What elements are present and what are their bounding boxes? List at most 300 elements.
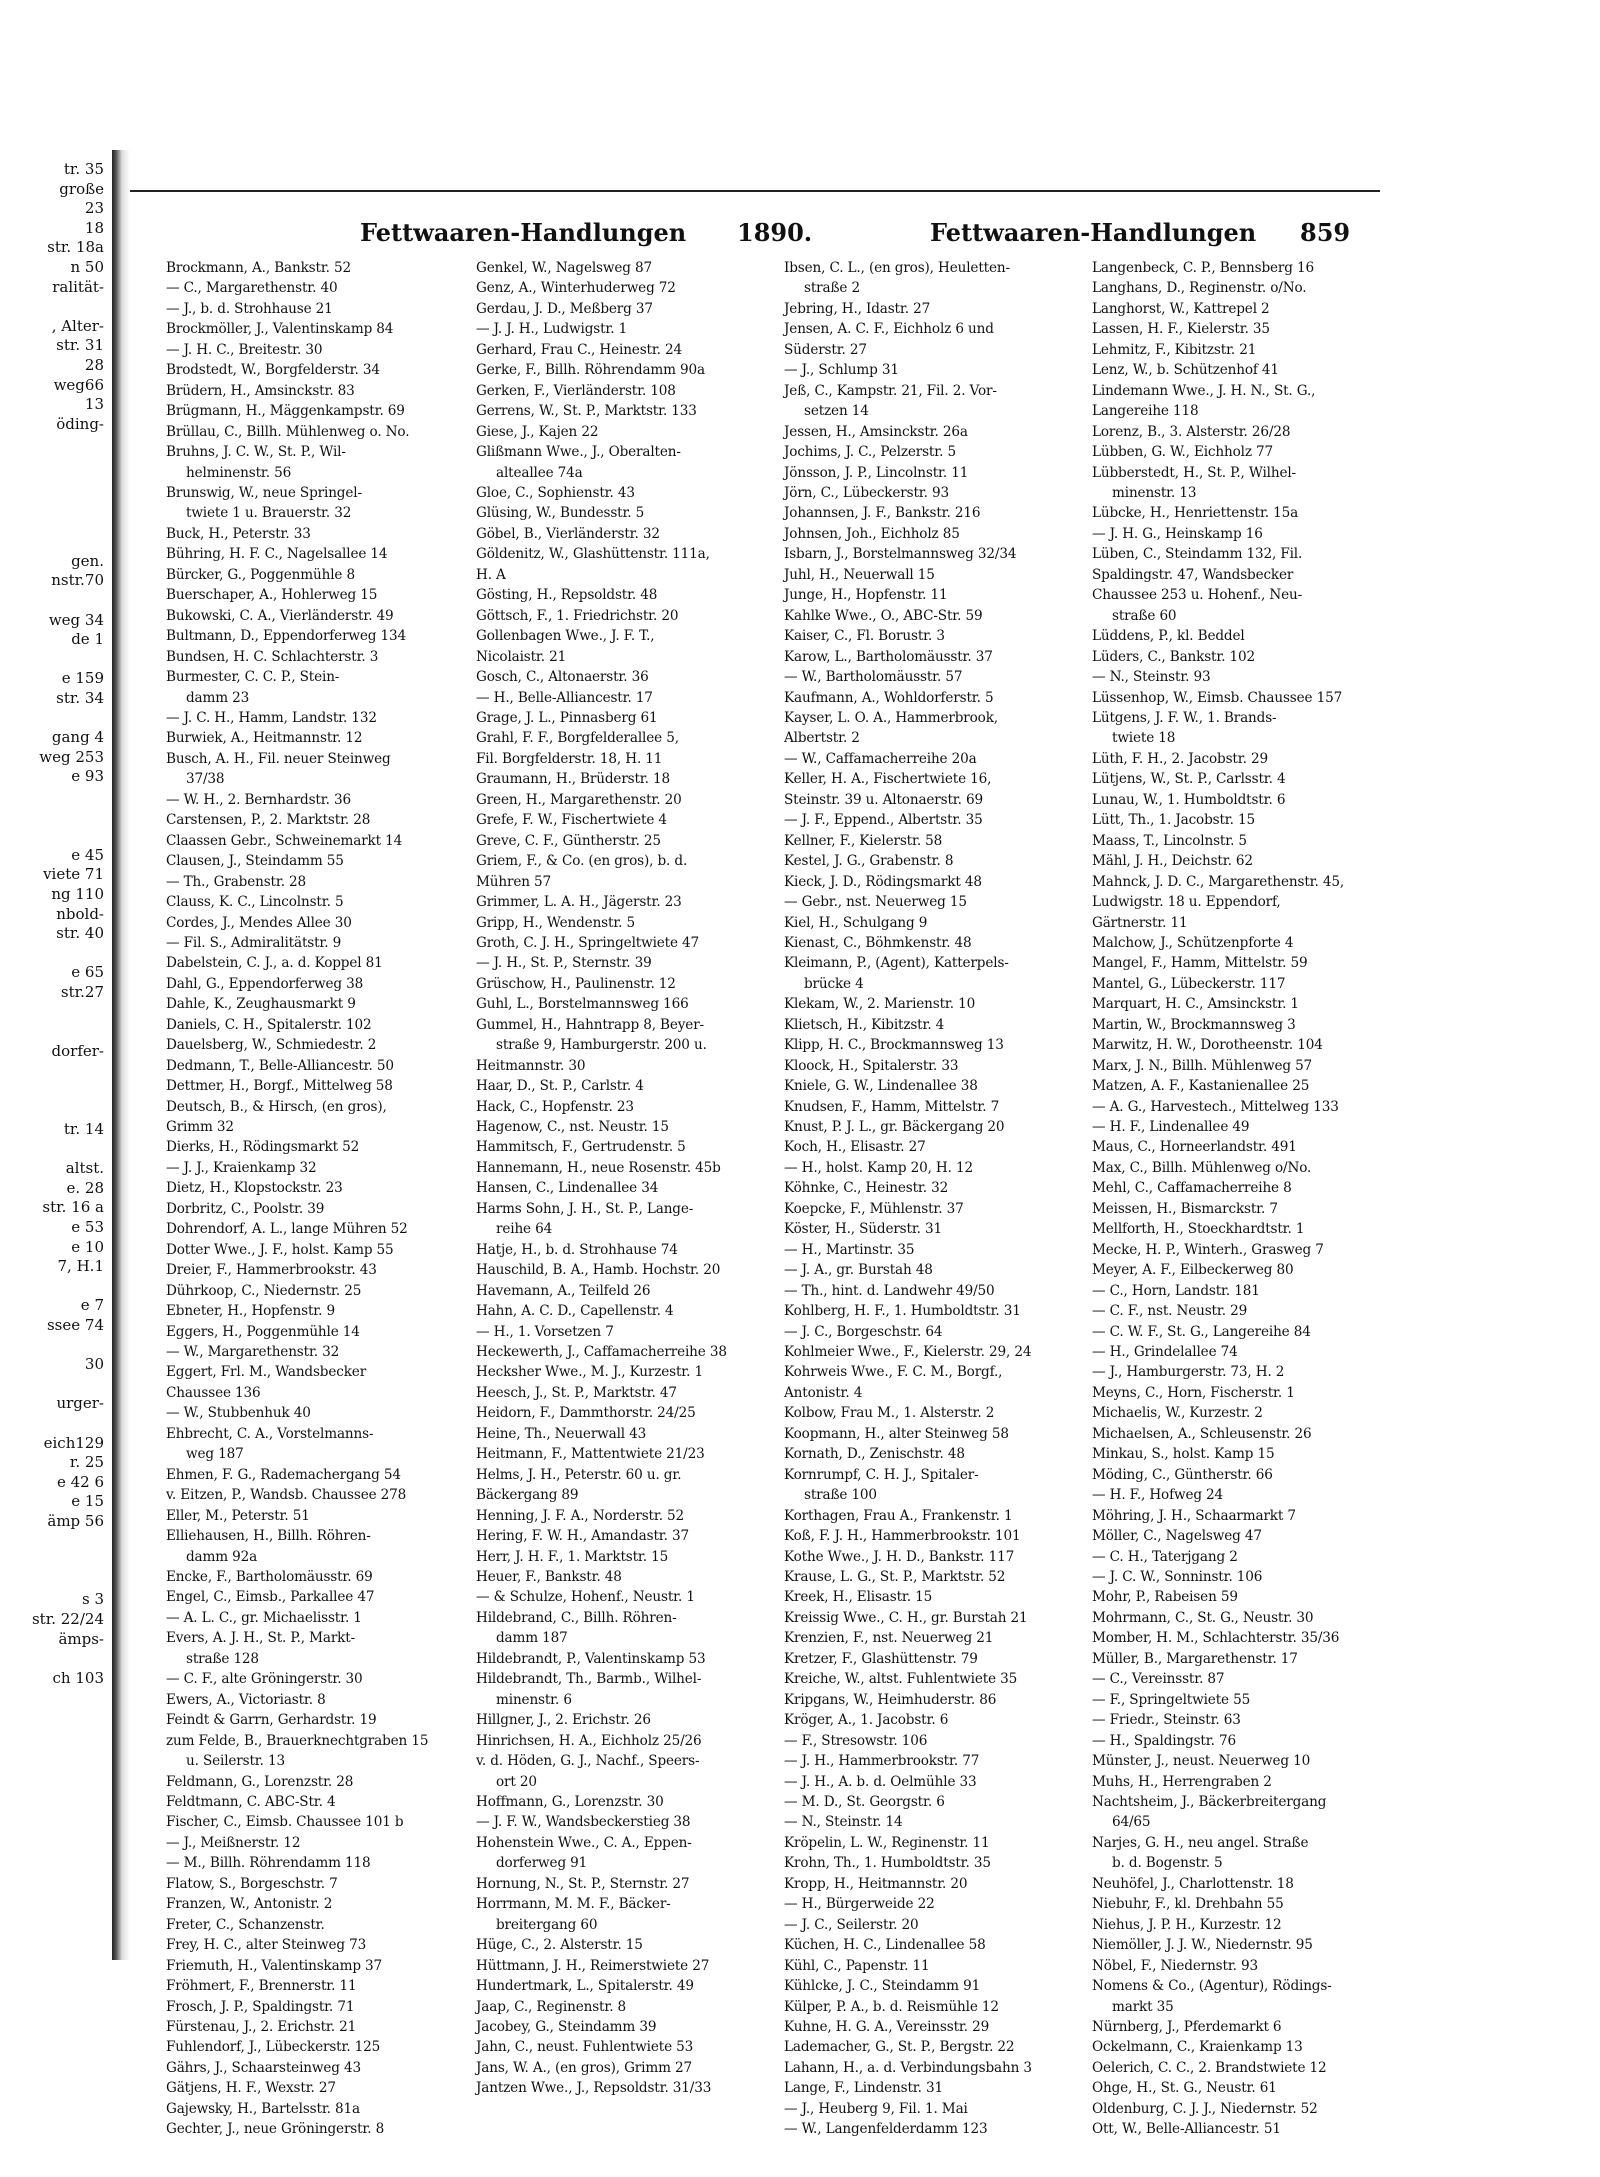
directory-entry: Jönsson, J. P., Lincolnstr. 11 — [784, 464, 969, 481]
directory-entry: Martin, W., Brockmannsweg 3 — [1092, 1016, 1296, 1033]
directory-entry: Hundertmark, L., Spitalerstr. 49 — [476, 1978, 694, 1995]
directory-entry: — C. H., Taterjgang 2 — [1092, 1548, 1238, 1565]
directory-entry: Kestel, J. G., Grabenstr. 8 — [784, 853, 954, 870]
directory-entry: — J. J., Kraienkamp 32 — [166, 1159, 317, 1176]
previous-page-fragment: e 42 6 — [56, 1472, 104, 1491]
directory-entry: — J., Schlump 31 — [784, 362, 899, 379]
directory-entry: Gerdau, J. D., Meßberg 37 — [476, 300, 653, 317]
directory-entry: — H., Spaldingstr. 76 — [1092, 1732, 1236, 1749]
directory-entry: Hildebrandt, Th., Barmb., Wilhel- — [476, 1671, 702, 1688]
directory-entry: Griem, F., & Co. (en gros), b. d. — [476, 853, 688, 870]
directory-entry: — & Schulze, Hohenf., Neustr. 1 — [476, 1589, 695, 1606]
directory-entry: Jaap, C., Reginenstr. 8 — [476, 1998, 627, 2015]
directory-entry: damm 92a — [186, 1548, 258, 1565]
previous-page-fragment: gang 4 — [51, 728, 104, 747]
directory-entry: Steinstr. 39 u. Altonaerstr. 69 — [784, 791, 983, 808]
previous-page-fragment: str. 22/24 — [31, 1609, 104, 1628]
directory-entry: Grimmer, L. A. H., Jägerstr. 23 — [476, 894, 682, 911]
directory-entry: Külper, P. A., b. d. Reismühle 12 — [784, 1998, 999, 2015]
directory-entry: — A. L. C., gr. Michaelisstr. 1 — [166, 1609, 362, 1626]
directory-entry: — H., Belle-Alliancestr. 17 — [476, 689, 653, 706]
directory-entry: Brockmann, A., Bankstr. 52 — [166, 260, 352, 276]
directory-entry: Ehbrecht, C. A., Vorstelmanns- — [166, 1425, 374, 1442]
directory-entry: Feldmann, G., Lorenzstr. 28 — [166, 1773, 354, 1790]
directory-entry: Bruhns, J. C. W., St. P., Wil- — [166, 444, 346, 461]
directory-entry: Langhans, D., Reginenstr. o/No. — [1092, 280, 1307, 297]
directory-entry: Muhs, H., Herrengraben 2 — [1092, 1773, 1272, 1790]
previous-page-fragment — [0, 1336, 112, 1356]
directory-entry: Dettmer, H., Borgf., Mittelweg 58 — [166, 1078, 393, 1095]
directory-entry: — Fil. S., Admiralitätstr. 9 — [166, 934, 342, 951]
directory-entry: Hohenstein Wwe., C. A., Eppen- — [476, 1834, 692, 1851]
directory-entry: Göttsch, F., 1. Friedrichstr. 20 — [476, 607, 679, 624]
directory-entry: Lüssenhop, W., Eimsb. Chaussee 157 — [1092, 689, 1343, 706]
directory-entry: Lunau, W., 1. Humboldtstr. 6 — [1092, 791, 1286, 808]
directory-entry: Kohlmeier Wwe., F., Kielerstr. 29, 24 — [784, 1344, 1032, 1361]
directory-entry: Göldenitz, W., Glashüttenstr. 111a, — [476, 546, 710, 563]
directory-entry: Junge, H., Hopfenstr. 11 — [784, 587, 948, 604]
previous-page-fragment: str. 34 — [56, 689, 104, 708]
directory-entry: 37/38 — [186, 771, 225, 788]
directory-column-1 — [166, 258, 471, 2138]
previous-page-fragment — [0, 1140, 112, 1160]
page-number: 859 — [1300, 218, 1351, 247]
directory-entry: Lübben, G. W., Eichholz 77 — [1092, 444, 1274, 461]
directory-entry: Helms, J. H., Peterstr. 60 u. gr. — [476, 1466, 682, 1483]
directory-entry: Kaufmann, A., Wohldorferstr. 5 — [784, 689, 994, 706]
directory-entry: straße 100 — [804, 1487, 877, 1504]
directory-entry: Kniele, G. W., Lindenallee 38 — [784, 1078, 978, 1095]
directory-entry: Genz, A., Winterhuderweg 72 — [476, 280, 676, 297]
previous-page-fragment: tr. 35 — [63, 160, 104, 178]
directory-entry: straße 9, Hamburgerstr. 200 u. — [496, 1037, 707, 1054]
directory-entry: Dabelstein, C. J., a. d. Koppel 81 — [166, 955, 383, 972]
directory-entry: Brunswig, W., neue Springel- — [166, 484, 362, 501]
previous-page-fragment: 18 — [84, 218, 104, 237]
directory-entry: — Th., hint. d. Landwehr 49/50 — [784, 1282, 995, 1299]
directory-entry: Hahn, A. C. D., Capellenstr. 4 — [476, 1303, 674, 1320]
previous-page-fragment: e 65 — [71, 963, 104, 982]
directory-entry: Chaussee 136 — [166, 1384, 261, 1401]
directory-entry: Bühring, H. F. C., Nagelsallee 14 — [166, 546, 388, 563]
directory-entry: Krohn, Th., 1. Humboldtstr. 35 — [784, 1855, 991, 1872]
directory-entry: Koopmann, H., alter Steinweg 58 — [784, 1425, 1009, 1442]
directory-entry: Encke, F., Bartholomäusstr. 69 — [166, 1569, 373, 1585]
header-left-title: Fettwaaren-Handlungen — [360, 218, 687, 247]
directory-entry: Ludwigstr. 18 u. Eppendorf, — [1092, 894, 1281, 911]
directory-entry: Kreissig Wwe., C. H., gr. Burstah 21 — [784, 1609, 1028, 1626]
directory-entry: Lehmitz, F., Kibitzstr. 21 — [1092, 341, 1257, 358]
previous-page-fragment — [0, 1081, 112, 1101]
previous-page-fragment — [0, 1101, 112, 1121]
previous-page-fragment: e. 28 — [66, 1178, 104, 1197]
directory-entry: Mähl, J. H., Deichstr. 62 — [1092, 853, 1253, 870]
directory-entry: Dedmann, T., Belle-Alliancestr. 50 — [166, 1057, 394, 1074]
directory-entry: Kreiche, W., altst. Fuhlentwiete 35 — [784, 1671, 1018, 1688]
directory-entry: Gechter, J., neue Gröningerstr. 8 — [166, 2121, 385, 2138]
directory-entry: dorferweg 91 — [496, 1855, 588, 1872]
directory-entry: reihe 64 — [496, 1221, 553, 1238]
previous-page-fragment: 13 — [84, 395, 104, 414]
directory-entry: straße 2 — [804, 280, 860, 297]
directory-entry: Bäckergang 89 — [476, 1487, 579, 1504]
directory-entry: Krenzien, F., nst. Neuerweg 21 — [784, 1630, 994, 1647]
directory-entry: Koß, F. J. H., Hammerbrookstr. 101 — [784, 1528, 1021, 1545]
directory-entry: — J. H., Hammerbrookstr. 77 — [784, 1753, 980, 1770]
directory-entry: Jans, W. A., (en gros), Grimm 27 — [476, 2059, 692, 2076]
directory-entry: Hildebrandt, P., Valentinskamp 53 — [476, 1650, 706, 1667]
previous-page-fragment — [0, 1061, 112, 1081]
directory-entry: — W., Caffamacherreihe 20a — [784, 750, 977, 767]
directory-entry: — Friedr., Steinstr. 63 — [1092, 1712, 1241, 1729]
directory-entry: Kaiser, C., Fl. Borustr. 3 — [784, 628, 945, 645]
directory-entry: Burwiek, A., Heitmannstr. 12 — [166, 730, 363, 747]
previous-page-fragment: ralität- — [52, 277, 104, 296]
directory-entry: Klietsch, H., Kibitzstr. 4 — [784, 1016, 945, 1033]
directory-entry: Mangel, F., Hamm, Mittelstr. 59 — [1092, 955, 1308, 972]
previous-page-fragment: e 10 — [71, 1237, 104, 1256]
directory-entry: Kröger, A., 1. Jacobstr. 6 — [784, 1712, 949, 1729]
directory-entry: Groth, C. J. H., Springeltwiete 47 — [476, 934, 700, 951]
directory-entry: 64/65 — [1112, 1814, 1151, 1831]
directory-entry: Ewers, A., Victoriastr. 8 — [166, 1691, 326, 1708]
directory-entry: Hinrichsen, H. A., Eichholz 25/26 — [476, 1732, 702, 1749]
directory-entry: Kropp, H., Heitmannstr. 20 — [784, 1875, 968, 1892]
directory-entry: Deutsch, B., & Hirsch, (en gros), — [166, 1098, 387, 1115]
directory-entry: zum Felde, B., Brauerknechtgraben 15 — [166, 1732, 429, 1749]
previous-page-fragment — [0, 434, 112, 454]
directory-entry: Knust, P. J. L., gr. Bäckergang 20 — [784, 1119, 1005, 1136]
directory-entry: Busch, A. H., Fil. neuer Steinweg — [166, 750, 391, 767]
previous-page-fragment: ch 103 — [52, 1668, 104, 1687]
directory-entry: Kahlke Wwe., O., ABC-Str. 59 — [784, 607, 983, 624]
directory-entry: — W., Stubbenhuk 40 — [166, 1405, 311, 1422]
previous-page-fragment: e 159 — [61, 669, 104, 688]
directory-entry: Lüben, C., Steindamm 132, Fil. — [1092, 546, 1303, 563]
directory-entry: — J. A., gr. Burstah 48 — [784, 1262, 933, 1279]
directory-entry: Lüth, F. H., 2. Jacobstr. 29 — [1092, 750, 1268, 767]
directory-entry: Bundsen, H. C. Schlachterstr. 3 — [166, 648, 379, 665]
directory-entry: Heuer, F., Bankstr. 48 — [476, 1569, 622, 1585]
directory-entry: — C. W. F., St. G., Langereihe 84 — [1092, 1323, 1311, 1340]
directory-entry: Kohlberg, H. F., 1. Humboldtstr. 31 — [784, 1303, 1021, 1320]
previous-page-fragment — [0, 513, 112, 533]
directory-entry: — H., Grindelallee 74 — [1092, 1344, 1238, 1361]
directory-entry: Langenbeck, C. P., Bennsberg 16 — [1092, 260, 1314, 276]
directory-entry: Hansen, C., Lindenallee 34 — [476, 1180, 659, 1197]
directory-entry: — C., Horn, Landstr. 181 — [1092, 1282, 1260, 1299]
directory-entry: Dührkoop, C., Niedernstr. 25 — [166, 1282, 362, 1299]
directory-entry: — W., Bartholomäusstr. 57 — [784, 669, 963, 686]
directory-entry: Michaelsen, A., Schleusenstr. 26 — [1092, 1425, 1312, 1442]
directory-entry: Marquart, H. C., Amsinckstr. 1 — [1092, 996, 1299, 1013]
directory-entry: Lüders, C., Bankstr. 102 — [1092, 648, 1256, 665]
previous-page-fragment — [0, 709, 112, 729]
directory-entry: Meissen, H., Bismarckstr. 7 — [1092, 1200, 1278, 1217]
directory-entry: Maus, C., Horneerlandstr. 491 — [1092, 1139, 1297, 1156]
previous-page-fragment: weg 34 — [48, 610, 104, 629]
previous-page-fragment — [0, 1022, 112, 1042]
directory-entry: Grahl, F. F., Borgfelderallee 5, — [476, 730, 679, 747]
directory-entry: Nürnberg, J., Pferdemarkt 6 — [1092, 2018, 1282, 2035]
header-right-title: Fettwaaren-Handlungen — [930, 218, 1257, 247]
directory-entry: Clauss, K. C., Lincolnstr. 5 — [166, 894, 344, 911]
directory-entry: Cordes, J., Mendes Allee 30 — [166, 914, 352, 931]
directory-entry: Gösting, H., Repsoldstr. 48 — [476, 587, 658, 604]
directory-entry: Meyer, A. F., Eilbeckerweg 80 — [1092, 1262, 1294, 1279]
directory-entry: — J. H., St. P., Sternstr. 39 — [476, 955, 652, 972]
directory-entry: Hack, C., Hopfenstr. 23 — [476, 1098, 634, 1115]
directory-column-3 — [784, 258, 1084, 2138]
directory-entry: Haar, D., St. P., Carlstr. 4 — [476, 1078, 644, 1095]
directory-entry: Hildebrand, C., Billh. Röhren- — [476, 1609, 677, 1626]
directory-entry: Glißmann Wwe., J., Oberalten- — [476, 444, 681, 461]
directory-entry: Keller, H. A., Fischertwiete 16, — [784, 771, 992, 788]
directory-entry: Ockelmann, C., Kraienkamp 13 — [1092, 2039, 1303, 2056]
directory-entry: Gosch, C., Altonaerstr. 36 — [476, 669, 649, 686]
previous-page-fragment: ämps- — [58, 1629, 104, 1648]
directory-entry: Isbarn, J., Borstelmannsweg 32/34 — [784, 546, 1017, 563]
directory-entry: — J. C., Seilerstr. 20 — [784, 1916, 919, 1933]
directory-entry: Kothe Wwe., J. H. D., Bankstr. 117 — [784, 1548, 1015, 1565]
directory-entry: Johannsen, J. F., Bankstr. 216 — [784, 505, 981, 522]
directory-entry: Green, H., Margarethenstr. 20 — [476, 791, 682, 808]
directory-entry: Bürcker, G., Poggenmühle 8 — [166, 566, 355, 583]
directory-entry: Ohge, H., St. G., Neustr. 61 — [1092, 2080, 1277, 2097]
directory-entry: Gajewsky, H., Bartelsstr. 81a — [166, 2100, 360, 2117]
directory-entry: — J., Meißnerstr. 12 — [166, 1834, 301, 1851]
previous-page-fragment: e 45 — [71, 845, 104, 864]
previous-page-fragment: str. 40 — [56, 924, 104, 943]
directory-entry: Bultmann, D., Eppendorferweg 134 — [166, 628, 407, 645]
previous-page-fragment — [0, 1375, 112, 1395]
directory-entry: Momber, H. M., Schlachterstr. 35/36 — [1092, 1630, 1340, 1647]
directory-entry: — J. H., A. b. d. Oelmühle 33 — [784, 1773, 977, 1790]
directory-entry: — J. H. G., Heinskamp 16 — [1092, 525, 1263, 542]
directory-entry: Jochims, J. C., Pelzerstr. 5 — [784, 444, 956, 461]
directory-entry: — H. F., Hofweg 24 — [1092, 1487, 1224, 1504]
directory-entry: Grage, J. L., Pinnasberg 61 — [476, 709, 658, 726]
previous-page-fragment — [0, 297, 112, 317]
directory-entry: Gloe, C., Sophienstr. 43 — [476, 484, 635, 501]
directory-entry: Mühren 57 — [476, 873, 551, 890]
directory-entry: Krause, L. G., St. P., Marktstr. 52 — [784, 1569, 1006, 1585]
directory-entry: Hagenow, C., nst. Neustr. 15 — [476, 1119, 669, 1136]
directory-entry: Carstensen, P., 2. Marktstr. 28 — [166, 812, 371, 829]
directory-entry: Malchow, J., Schützenpforte 4 — [1092, 934, 1294, 951]
previous-page-fragment: 23 — [84, 199, 104, 218]
directory-entry: Kellner, F., Kielerstr. 58 — [784, 832, 943, 849]
directory-entry: Süderstr. 27 — [784, 341, 867, 358]
directory-entry: — H., holst. Kamp 20, H. 12 — [784, 1159, 973, 1176]
directory-entry: — H., Bürgerweide 22 — [784, 1896, 935, 1913]
directory-entry: Oelerich, C. C., 2. Brandstwiete 12 — [1092, 2059, 1327, 2076]
directory-entry: Giese, J., Kajen 22 — [476, 423, 599, 440]
directory-entry: Ebneter, H., Hopfenstr. 9 — [166, 1303, 335, 1320]
previous-page-fragment — [0, 944, 112, 964]
directory-entry: Evers, A. J. H., St. P., Markt- — [166, 1630, 356, 1647]
previous-page-fragment: tr. 14 — [63, 1120, 104, 1139]
previous-page-fragment — [0, 807, 112, 827]
directory-entry: Dahl, G., Eppendorferweg 38 — [166, 975, 364, 992]
directory-entry: Lassen, H. F., Kielerstr. 35 — [1092, 321, 1270, 338]
previous-page-fragment: weg66 — [53, 375, 104, 394]
directory-entry: damm 23 — [186, 689, 250, 706]
previous-page-fragment: gen. — [71, 551, 104, 570]
previous-page-fragment: s 3 — [81, 1590, 104, 1609]
directory-entry: Narjes, G. H., neu angel. Straße — [1092, 1834, 1309, 1851]
directory-entry: Mehl, C., Caffamacherreihe 8 — [1092, 1180, 1292, 1197]
directory-entry: Frey, H. C., alter Steinweg 73 — [166, 1937, 367, 1954]
directory-entry: — J. C., Borgeschstr. 64 — [784, 1323, 943, 1340]
previous-page-fragment — [0, 591, 112, 611]
directory-entry: breitergang 60 — [496, 1916, 598, 1933]
directory-entry: Hering, F. W. H., Amandastr. 37 — [476, 1528, 689, 1545]
directory-entry: ort 20 — [496, 1773, 537, 1790]
directory-entry: — J. F., Eppend., Albertstr. 35 — [784, 812, 983, 829]
previous-page-fragment: große — [59, 179, 104, 198]
directory-entry: Müller, B., Margarethenstr. 17 — [1092, 1650, 1298, 1667]
directory-entry: Möding, C., Güntherstr. 66 — [1092, 1466, 1273, 1483]
directory-entry: Franzen, W., Antonistr. 2 — [166, 1896, 333, 1913]
running-header — [130, 218, 1380, 258]
previous-page-fragment: 30 — [84, 1355, 104, 1374]
directory-entry: Mecke, H. P., Winterh., Grasweg 7 — [1092, 1241, 1324, 1258]
directory-entry: Flatow, S., Borgeschstr. 7 — [166, 1875, 338, 1892]
directory-entry: Köhnke, C., Heinestr. 32 — [784, 1180, 949, 1197]
directory-entry: Grüschow, H., Paulinenstr. 12 — [476, 975, 676, 992]
directory-entry: Harms Sohn, J. H., St. P., Lange- — [476, 1200, 694, 1217]
directory-entry: Nachtsheim, J., Bäckerbreitergang — [1092, 1793, 1327, 1810]
previous-page-fragment: altst. — [65, 1159, 104, 1178]
directory-entry: Münster, J., neust. Neuerweg 10 — [1092, 1753, 1311, 1770]
directory-entry: Daniels, C. H., Spitalerstr. 102 — [166, 1016, 372, 1033]
directory-entry: Clausen, J., Steindamm 55 — [166, 853, 344, 870]
directory-entry: Niebuhr, F., kl. Drehbahn 55 — [1092, 1896, 1284, 1913]
directory-entry: Göbel, B., Vierländerstr. 32 — [476, 525, 660, 542]
directory-entry: — J., b. d. Strohhause 21 — [166, 300, 333, 317]
directory-entry: Friemuth, H., Valentinskamp 37 — [166, 1957, 383, 1974]
directory-entry: Karow, L., Bartholomäusstr. 37 — [784, 648, 993, 665]
directory-entry: Mantel, G., Lübeckerstr. 117 — [1092, 975, 1286, 992]
directory-entry: Mohr, P., Rabeisen 59 — [1092, 1589, 1238, 1606]
directory-entry: Gätjens, H. F., Wexstr. 27 — [166, 2080, 336, 2097]
directory-entry: Langereihe 118 — [1092, 403, 1199, 420]
directory-entry: b. d. Bogenstr. 5 — [1112, 1855, 1223, 1872]
directory-entry: Johnsen, Joh., Eichholz 85 — [784, 525, 960, 542]
directory-entry: Fil. Borgfelderstr. 18, H. 11 — [476, 750, 663, 767]
directory-entry: Dorbritz, C., Poolstr. 39 — [166, 1200, 325, 1217]
directory-entry: Nomens & Co., (Agentur), Rödings- — [1092, 1978, 1332, 1995]
directory-entry: — C., Vereinsstr. 87 — [1092, 1671, 1225, 1688]
directory-entry: Kretzer, F., Glashüttenstr. 79 — [784, 1650, 978, 1667]
directory-entry: Ehmen, F. G., Rademachergang 54 — [166, 1466, 401, 1483]
directory-entry: Klekam, W., 2. Marienstr. 10 — [784, 996, 976, 1013]
directory-entry: Fröhmert, F., Brennerstr. 11 — [166, 1978, 357, 1995]
directory-entry: Eggers, H., Poggenmühle 14 — [166, 1323, 360, 1340]
directory-entry: — N., Steinstr. 14 — [784, 1814, 903, 1831]
directory-entry: Meyns, C., Horn, Fischerstr. 1 — [1092, 1384, 1295, 1401]
directory-entry: Minkau, S., holst. Kamp 15 — [1092, 1446, 1275, 1463]
previous-page-fragment — [0, 787, 112, 807]
directory-entry: Juhl, H., Neuerwall 15 — [784, 566, 935, 583]
previous-page-fragment: 28 — [84, 355, 104, 374]
directory-entry: Lütjens, W., St. P., Carlsstr. 4 — [1092, 771, 1286, 788]
directory-entry: H. A — [476, 566, 506, 583]
directory-entry: Max, C., Billh. Mühlenweg o/No. — [1092, 1159, 1312, 1176]
directory-entry: Antonistr. 4 — [784, 1384, 863, 1401]
previous-page-fragment — [0, 1571, 112, 1591]
header-year: 1890. — [737, 218, 813, 247]
directory-entry: Nicolaistr. 21 — [476, 648, 567, 665]
directory-entry: Gerrens, W., St. P., Marktstr. 133 — [476, 403, 697, 420]
directory-entry: Dierks, H., Rödingsmarkt 52 — [166, 1139, 360, 1156]
directory-entry: Hauschild, B. A., Hamb. Hochstr. 20 — [476, 1262, 721, 1279]
directory-entry: Lütt, Th., 1. Jacobstr. 15 — [1092, 812, 1255, 829]
directory-entry: setzen 14 — [804, 403, 869, 420]
directory-entry: twiete 1 u. Brauerstr. 32 — [186, 505, 352, 522]
directory-entry: Marwitz, H. W., Dorotheenstr. 104 — [1092, 1037, 1323, 1054]
directory-entry: Claassen Gebr., Schweinemarkt 14 — [166, 832, 403, 849]
directory-entry: Dauelsberg, W., Schmiedestr. 2 — [166, 1037, 377, 1054]
previous-page-fragment: ssee 74 — [46, 1316, 104, 1335]
directory-entry: straße 60 — [1112, 607, 1177, 624]
directory-entry: Bukowski, C. A., Vierländerstr. 49 — [166, 607, 394, 624]
directory-entry: — A. G., Harvestech., Mittelweg 133 — [1092, 1098, 1339, 1115]
directory-entry: Ibsen, C. L., (en gros), Heuletten- — [784, 260, 1010, 276]
directory-entry: Gährs, J., Schaarsteinweg 43 — [166, 2059, 361, 2076]
previous-page-fragment: ämp 56 — [47, 1511, 104, 1530]
directory-entry: Küchen, H. C., Lindenallee 58 — [784, 1937, 986, 1954]
directory-entry: Jeß, C., Kampstr. 21, Fil. 2. Vor- — [784, 382, 997, 399]
directory-entry: Lademacher, G., St. P., Bergstr. 22 — [784, 2039, 1015, 2056]
directory-entry: Kloock, H., Spitalerstr. 33 — [784, 1057, 959, 1074]
directory-entry: — Th., Grabenstr. 28 — [166, 873, 307, 890]
directory-entry: — M., Billh. Röhrendamm 118 — [166, 1855, 371, 1872]
directory-entry: minenstr. 6 — [496, 1691, 572, 1708]
directory-entry: Jebring, H., Idastr. 27 — [784, 300, 931, 317]
directory-entry: Köster, H., Süderstr. 31 — [784, 1221, 943, 1238]
directory-entry: Kröpelin, L. W., Reginenstr. 11 — [784, 1834, 990, 1851]
previous-page-fragment: r. 25 — [69, 1453, 104, 1472]
previous-page-fragment: e 93 — [71, 767, 104, 786]
directory-entry: Eller, M., Peterstr. 51 — [166, 1507, 310, 1524]
directory-entry: Greve, C. F., Güntherstr. 25 — [476, 832, 661, 849]
directory-entry: Hatje, H., b. d. Strohhause 74 — [476, 1241, 678, 1258]
directory-entry: Mohrmann, C., St. G., Neustr. 30 — [1092, 1609, 1314, 1626]
directory-entry: Glüsing, W., Bundesstr. 5 — [476, 505, 645, 522]
directory-entry: Kayser, L. O. A., Hammerbrook, — [784, 709, 998, 726]
previous-page-fragment — [0, 1414, 112, 1434]
directory-entry: Heitmannstr. 30 — [476, 1057, 586, 1074]
directory-entry: Heine, Th., Neuerwall 43 — [476, 1425, 647, 1442]
directory-entry: brücke 4 — [804, 975, 864, 992]
previous-page-fragment — [0, 826, 112, 846]
directory-entry: Brockmöller, J., Valentinskamp 84 — [166, 321, 394, 338]
directory-entry: Kühlcke, J. C., Steindamm 91 — [784, 1978, 981, 1995]
directory-entry: Jessen, H., Amsinckstr. 26a — [784, 423, 968, 440]
directory-entry: Buerschaper, A., Hohlerweg 15 — [166, 587, 378, 604]
directory-entry: Lorenz, B., 3. Alsterstr. 26/28 — [1092, 423, 1291, 440]
directory-entry: Jörn, C., Lübeckerstr. 93 — [784, 484, 949, 501]
directory-entry: Feldtmann, C. ABC-Str. 4 — [166, 1793, 336, 1810]
directory-entry: Hornung, N., St. P., Sternstr. 27 — [476, 1875, 690, 1892]
directory-entry: Kreek, H., Elisastr. 15 — [784, 1589, 933, 1606]
directory-entry: Jantzen Wwe., J., Repsoldstr. 31/33 — [476, 2080, 712, 2097]
directory-entry: Spaldingstr. 47, Wandsbecker — [1092, 566, 1294, 583]
directory-entry: Niemöller, J. J. W., Niedernstr. 95 — [1092, 1937, 1313, 1954]
directory-entry: Marx, J. N., Billh. Mühlenweg 57 — [1092, 1057, 1313, 1074]
